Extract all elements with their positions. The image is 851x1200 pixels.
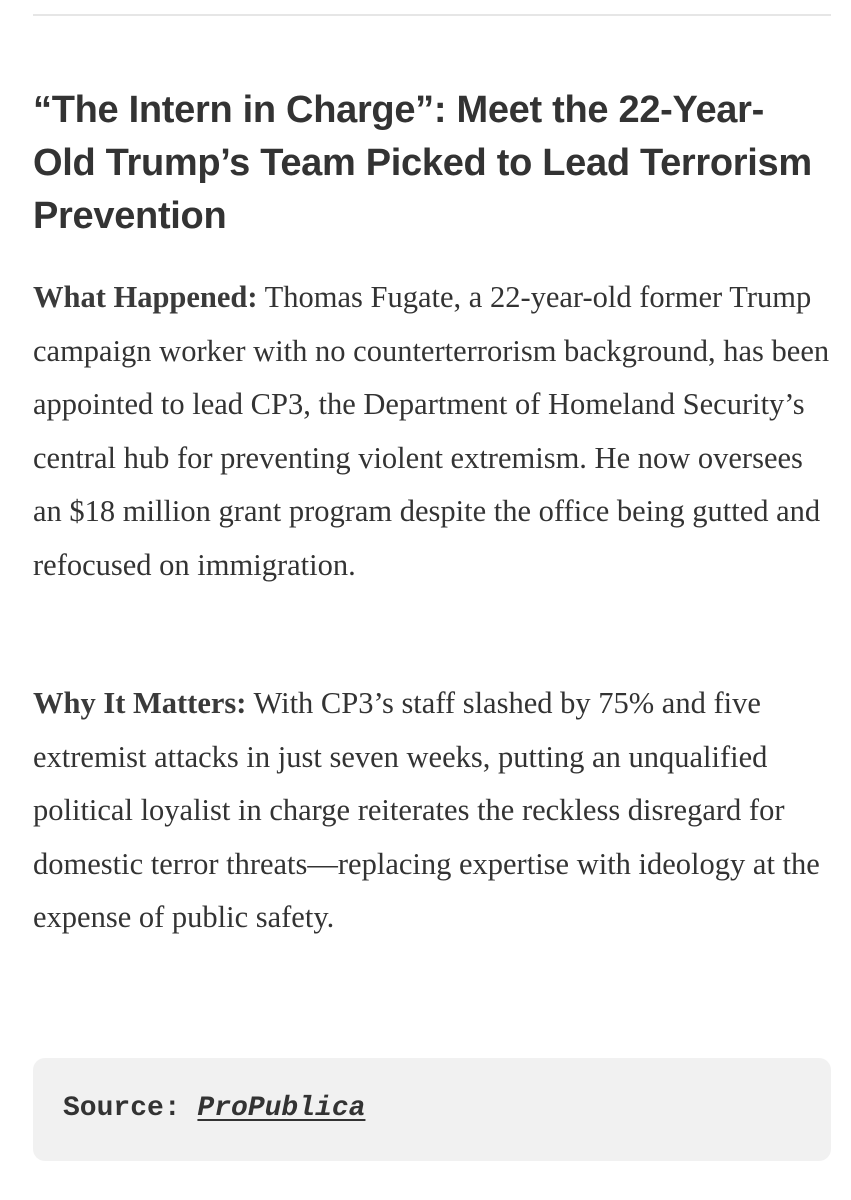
why-it-matters-label: Why It Matters: [33,686,247,720]
article-headline: “The Intern in Charge”: Meet the 22-Year-Old Trump’s Team Picked to Lead Terrorism Prevention [33,89,812,237]
source-line [63,1091,365,1127]
what-happened-text: Thomas Fugate, a 22-year-old former Trump campaign worker with no counterterrorism background, has been appointed to lead CP3, the Department of Homeland Security’s central hub for preventing violent extremism. He now oversees an $18 million grant program despite the office being gutted and refocused on immigration. [33,280,830,582]
why-it-matters-text: With CP3’s staff slashed by 75% and five extremist attacks in just seven weeks, putting an unqualified political loyalist in charge reiterates the reckless disregard for domestic terror threats—replacing expertise with ideology at the expense of public safety. [33,686,820,934]
source-link[interactable]: ProPublica [197,1093,366,1124]
what-happened-label: What Happened: [33,280,258,314]
source-box [33,1058,831,1161]
source-label: Source: [63,1093,198,1124]
what-happened-paragraph [33,271,833,592]
top-divider [33,14,831,16]
why-it-matters-paragraph [33,677,833,945]
